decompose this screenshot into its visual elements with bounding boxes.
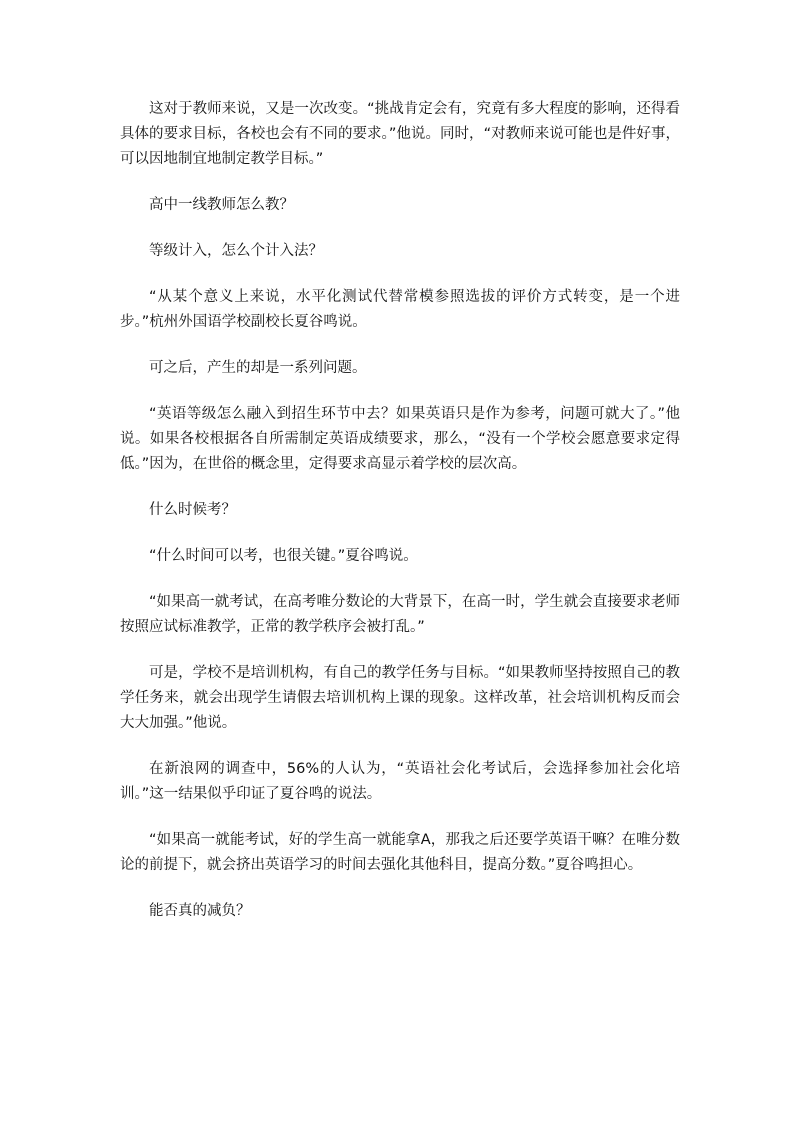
question-how-to-teach: 高中一线教师怎么教？ (149, 197, 294, 213)
question-grade-counting: 等级计入，怎么个计入法？ (149, 243, 323, 259)
paragraph-timing-key: “什么时间可以考，也很关键。”夏谷鸣说。 (149, 548, 418, 564)
paragraph-xia-guming-progress: “从某个意义上来说，水平化测试代替常模参照选拔的评价方式转变，是一个进步。”杭州外国语学校副校长夏谷鸣说。 (120, 289, 680, 330)
paragraph-teacher-change: 这对于教师来说，又是一次改变。“挑战肯定会有，究竟有多大程度的影响，还得看具体的要求目标，各校也会有不同的要求。”他说。同时，“对教师来说可能也是件好事，可以因地制宜地制定教学目标。” (120, 101, 680, 167)
question-when-to-test: 什么时候考？ (149, 502, 236, 518)
paragraph-grade-one-test: “如果高一就考试，在高考唯分数论的大背景下，在高一时，学生就会直接要求老师按照应试标准教学，正常的教学秩序会被打乱。” (120, 594, 680, 635)
paragraph-training-institutions: 可是，学校不是培训机构，有自己的教学任务与目标。“如果教师坚持按照自己的教学任务来，就会出现学生请假去培训机构上课的现象。这样改革，社会培训机构反而会大大加强。”他说。 (120, 665, 680, 731)
paragraph-sina-survey: 在新浪网的调查中，56%的人认为，“英语社会化考试后，会选择参加社会化培训。”这一结果似乎印证了夏谷鸣的说法。 (120, 761, 680, 802)
paragraph-admission-integration: “英语等级怎么融入到招生环节中去？如果英语只是作为参考，问题可就大了。”他说。如果各校根据各自所需制定英语成绩要求，那么，“没有一个学校会愿意要求定得低。”因为，在世俗的概念里，定得要求高显示着学校的层次高。 (120, 406, 680, 472)
document-body (120, 97, 680, 945)
paragraph-series-of-problems: 可之后，产生的却是一系列问题。 (149, 360, 367, 376)
paragraph-worry: “如果高一就能考试，好的学生高一就能拿A，那我之后还要学英语干嘛？在唯分数论的前提下，就会挤出英语学习的时间去强化其他科目，提高分数。”夏谷鸣担心。 (120, 832, 680, 873)
question-reduce-burden: 能否真的减负？ (149, 903, 251, 919)
